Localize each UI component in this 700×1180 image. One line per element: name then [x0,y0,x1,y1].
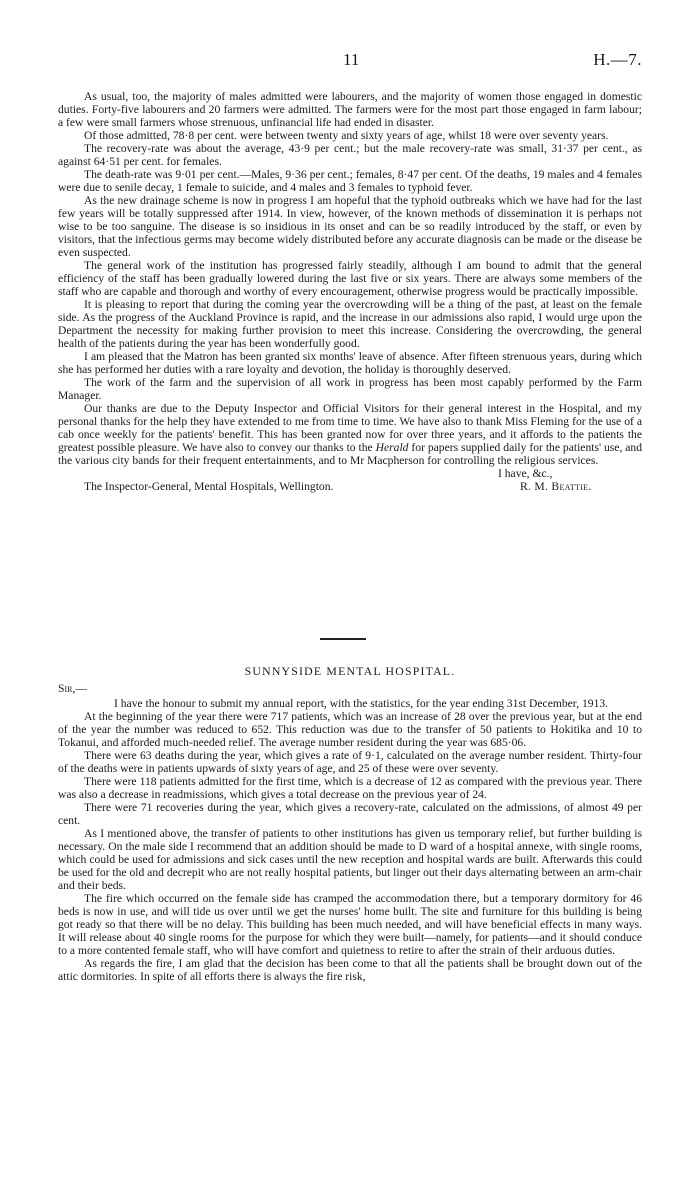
salutation: Sir,— [58,682,87,695]
page-header [58,50,642,74]
thanks-text-part1: Our thanks are due to the Deputy Inspector and Official Visitors for their general interest in the Hospital, and my personal thanks for the help they have extended to me from time to time. We have also to thank Miss Fleming for the use of a cab once weekly for the patients' benefit. This has been granted now for over three years, and it affords to the patients the greatest possible pleasure. We have also to convey our thanks to the [58,402,642,454]
paragraph: As usual, too, the majority of males admitted were labourers, and the majority of women those engaged in domestic duties. Forty-five labourers and 20 farmers were admitted. The farmers were for the most part those engaged in farm labour; a few were small farmers whose strenuous, unfinancial life had ended in disaster. [58,90,642,129]
paragraph: As regards the fire, I am glad that the decision has been come to that all the patients shall be brought down out of the attic dormitories. In spite of all efforts there is always the fire risk, [58,957,642,983]
paragraph: The fire which occurred on the female side has cramped the accommodation there, but a temporary dormitory for 46 beds is now in use, and will tide us over until we get the nurses' home built. The site and furniture for this building is being got ready so that there will be no delay. This building has been much needed, and will have beneficial effects in many ways. It will release about 40 single rooms for the purpose for which they were built—namely, for patients—and it should conduce to a more contented female staff, who will have comfort and quietness to retire to after the strain of their arduous duties. [58,892,642,957]
paragraph: I have the honour to submit my annual report, with the statistics, for the year ending 31st December, 1913. [114,697,609,710]
paragraph: As the new drainage scheme is now in progress I am hopeful that the typhoid outbreaks which we have had for the last few years will be totally suppressed after 1914. In view, however, of the known methods of dissemination it is perhaps not wise to be too sanguine. The disease is so insidious in its onset and can be so readily introduced by the staff, or even by visitors, that the infectious germs may become widely distributed before any accurate diagnosis can be made or the disease be even suspected. [58,194,643,259]
closing-phrase: I have, &c., [498,467,553,480]
herald-newspaper-name: Herald [375,441,409,454]
sunnyside-report [58,682,642,983]
paragraph: The death-rate was 9·01 per cent.—Males, 9·36 per cent.; females, 8·47 per cent. Of the deaths, 19 males and 4 females were due to senile decay, 1 female to suicide, and 4 males and 3 females to typhoid fever. [58,168,642,194]
paragraph: Of those admitted, 78·8 per cent. were between twenty and sixty years of age, whilst 18 were over seventy years. [84,129,609,142]
addressee: The Inspector-General, Mental Hospitals, Wellington. [84,480,334,493]
paragraph: The work of the farm and the supervision of all work in progress has been most capably performed by the Farm Manager. [58,376,642,402]
paragraph: It is pleasing to report that during the coming year the overcrowding will be a thing of the past, at least on the female side. As the progress of the Auckland Province is rapid, and the increase in our admissions also rapid, I would urge upon the Department the necessity for making further provision to meet this increase. Considering the overcrowding, the general health of the patients during the year has been wonderfully good. [58,298,642,350]
paragraph: As I mentioned above, the transfer of patients to other institutions has given us temporary relief, but further building is necessary. On the male side I recommend that an addition should be made to D ward of a hospital annexe, with single rooms, which could be used for admissions and sick cases until the new reception and hospital wards are built. Afterwards this could be used for the old and decrepit who are not really hospital patients, but linger out their days alternating between an arm-chair and their beds. [58,827,642,892]
paragraph: There were 63 deaths during the year, which gives a rate of 9·1, calculated on the average number resident. Thirty-four of the deaths were in patients upwards of sixty years of age, and 25 of these were over seventy. [58,749,642,775]
thanks-text-part2: for papers supplied daily for the patients' use, and the various city bands for their frequent entertainments, and to Mr Macpherson for controlling the religious services. [58,441,643,467]
section-title: SUNNYSIDE MENTAL HOSPITAL. [244,664,456,678]
paragraph: The general work of the institution has progressed fairly steadily, although I am bound to admit that the general efficiency of the staff has been gradually lowered during the last five or six years. There are always some members of the staff who are capable and thorough and worthy of every encouragement, otherwise progress would be practically impossible. [58,259,642,298]
page-number: 11 [343,50,360,69]
thanks-paragraph [58,402,642,467]
section-divider [320,638,366,640]
paragraph: The recovery-rate was about the average, 43·9 per cent.; but the male recovery-rate was small, 31·37 per cent., as against 64·51 per cent. for females. [58,142,642,168]
report-continuation [58,90,642,493]
signature-row [58,480,642,493]
paragraph: At the beginning of the year there were 717 patients, which was an increase of 28 over the previous year, but at the end of the year the number was reduced to 652. This reduction was due to the transfer of 50 patients to Hokitika and 10 to Tokanui, and afforded much-needed relief. The average number resident during the year was 685·06. [58,710,642,749]
paragraph: There were 118 patients admitted for the first time, which is a decrease of 12 as compared with the previous year. There was also a decrease in readmissions, which gives a total decrease on the previous year of 24. [58,775,642,801]
closing-row [58,467,642,480]
signature: R. M. Beattie. [520,480,592,493]
paragraph: I am pleased that the Matron has been granted six months' leave of absence. After fifteen strenuous years, during which she has performed her duties with a rare loyalty and devotion, the holiday is thoroughly deserved. [58,350,642,376]
paragraph: There were 71 recoveries during the year, which gives a recovery-rate, calculated on the admissions, of almost 49 per cent. [58,801,642,827]
page-reference: H.—7. [593,50,642,69]
